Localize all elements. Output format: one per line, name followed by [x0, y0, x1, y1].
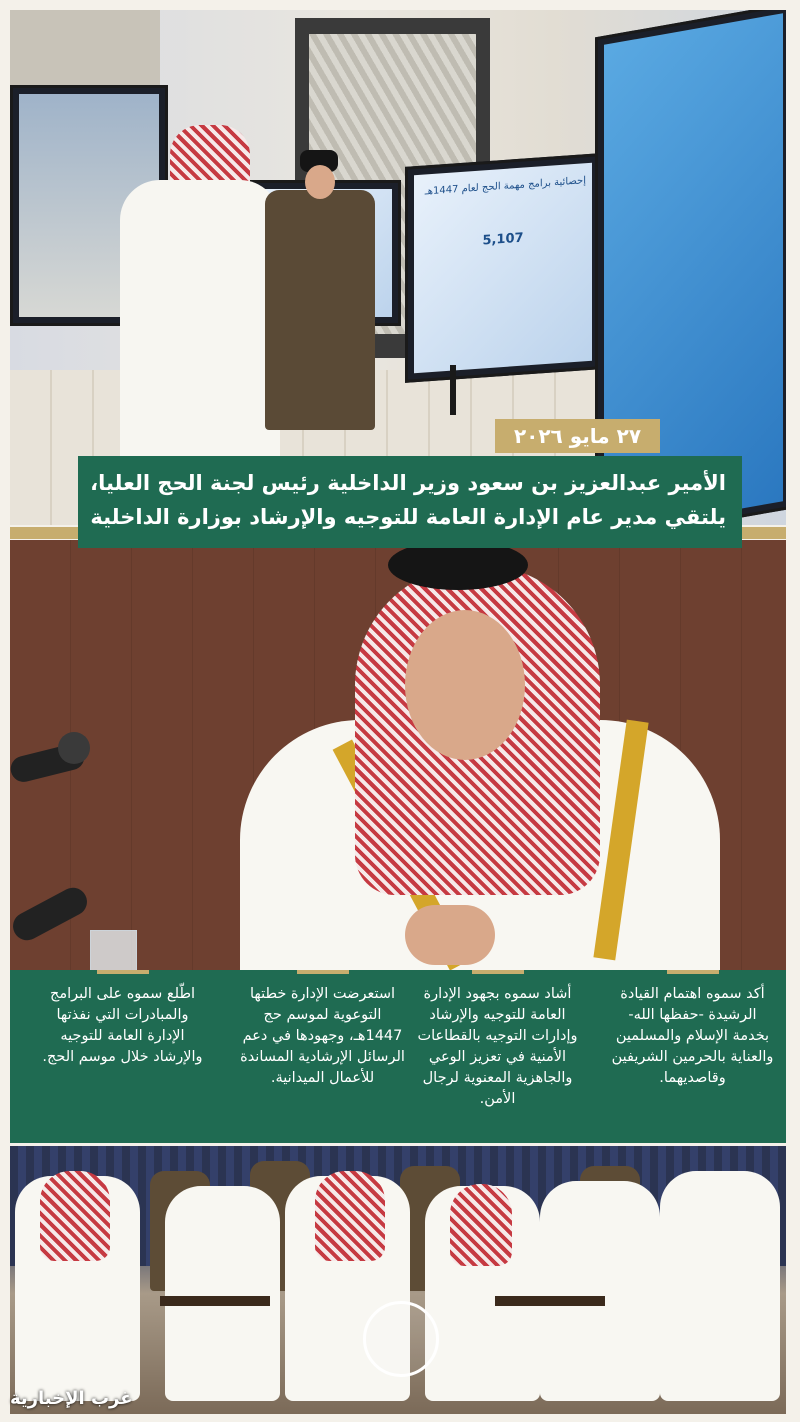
screen-statistics [405, 153, 601, 383]
photo-screens-briefing [10, 10, 786, 525]
prince-face [405, 610, 525, 760]
side-table [160, 1296, 270, 1306]
info-column-2 [415, 984, 580, 1110]
info-column-1 [610, 984, 775, 1089]
prince-hands [405, 905, 495, 965]
source-watermark: غرب الإخبارية [10, 1388, 133, 1409]
info-panel [10, 970, 786, 1143]
attendee [540, 1181, 660, 1401]
info-text-4: اطّلع سموه على البرامج والمبادرات التي نفذتها الإدارة العامة للتوجيه والإرشاد خلال موسم الحج. [42, 986, 203, 1065]
headline-box [78, 456, 742, 548]
photo-prince-speaking [10, 540, 786, 970]
wall-panel [10, 10, 160, 90]
person-officer [265, 190, 375, 430]
photo-meeting-attendees [10, 1146, 786, 1414]
ministry-emblem-logo [363, 1301, 439, 1377]
headline-line-2: يلتقي مدير عام الإدارة العامة للتوجيه والإرشاد بوزارة الداخلية [90, 505, 726, 529]
info-column-3 [240, 984, 405, 1089]
info-text-2: أشاد سموه بجهود الإدارة العامة للتوجيه والإرشاد وإدارات التوجيه بالقطاعات الأمنية في تعزيز الوعي والجاهزية المعنوية لرجال الأمن. [417, 986, 578, 1107]
screen-number: 5,107 [482, 230, 524, 249]
water-glass [90, 930, 137, 970]
date-label: ٢٧ مايو ٢٠٢٦ [495, 419, 660, 453]
info-column-4 [40, 984, 205, 1068]
screen-heading: إحصائية برامج مهمة الحج لعام 1447هـ [424, 175, 586, 198]
headline-line-1: الأمير عبدالعزيز بن سعود وزير الداخلية رئيس لجنة الحج العليا، [90, 471, 726, 495]
side-table [495, 1296, 605, 1306]
attendee [660, 1171, 780, 1401]
info-text-3: استعرضت الإدارة خطتها التوعوية لموسم حج 1447هـ، وجهودها في دعم الرسائل الإرشادية المساندة للأعمال الميدانية. [240, 986, 405, 1086]
info-text-1: أكد سموه اهتمام القيادة الرشيدة -حفظها الله- بخدمة الإسلام والمسلمين والعناية بالحرمين الشريفين وقاصديهما. [611, 986, 774, 1086]
attendee [165, 1186, 280, 1401]
